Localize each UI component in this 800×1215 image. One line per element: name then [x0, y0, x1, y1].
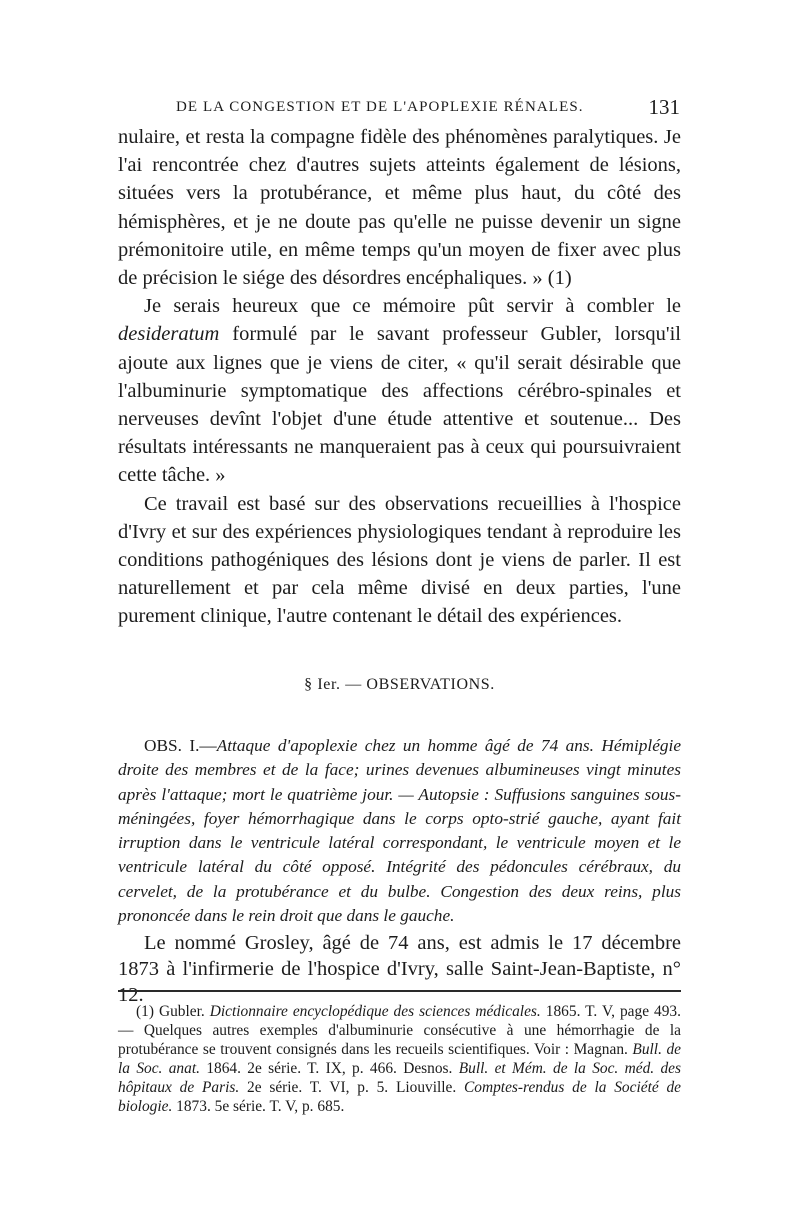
section-sign: § — [304, 676, 313, 693]
footnote — [118, 1002, 681, 1116]
observation-label: OBS. I.— — [144, 736, 217, 755]
desideratum-term: desideratum — [118, 323, 220, 346]
footnote-journal-3: Comptes-rendus de la Société de biologie. — [118, 1079, 682, 1115]
running-head — [118, 97, 680, 123]
footnote-work: Dictionnaire encyclopédique des sciences médicales. — [209, 1003, 541, 1020]
footnote-ref-2: 1864. 2e série. T. IX, p. 466. Desnos. — [206, 1060, 453, 1077]
footnote-journal-2: Bull. et Mém. de la Soc. méd. des hôpitaux de Paris. — [118, 1060, 681, 1096]
section-number: Ier — [317, 676, 336, 693]
main-text — [118, 123, 681, 631]
footnote-ref-4: 1873. 5e série. T. V, p. 685. — [176, 1098, 345, 1115]
paragraph-work-basis: Ce travail est basé sur des observations recueillies à l'hospice d'Ivry et sur des expériences physiologiques tendant à reproduire les conditions pathogéniques des lésions dont je viens de parler. Il est naturellement et par cela même divisé en deux parties, l'une purement clinique, l'autre contenant le détail des expériences. — [118, 492, 681, 628]
observation-summary-text: Attaque d'apoplexie chez un homme âgé de 74 ans. Hémiplégie droite des membres et de la face; urines devenues albumineuses vingt minutes après l'attaque; mort le quatrième jour. — Autopsie : Suffusions sanguines sous-méningées, foyer hémorrhagique dans le corps opto-strié gauche, ayant fait irruption dans le ventricule latéral correspondant, le ventricule moyen et le ventricule latéral du côté opposé. Intégrité des pédoncules cérébraux, du cervelet, de la protubérance et du bulbe. Congestion des deux reins, plus prononcée dans le rein droit que dans le gauche. — [118, 736, 681, 926]
page-number: 131 — [648, 95, 680, 119]
paragraph-desideratum-end: formulé par le savant professeur Gubler, lorsqu'il ajoute aux lignes que je viens de citer, « qu'il serait désirable que l'albuminurie symptomatique des affections cérébro-spinales et nerveuses devînt l'objet d'une étude attentive et soutenue... Des résultats intéressants ne manqueraient pas à ceux qui poursuivraient cette tâche. » — [118, 323, 681, 487]
observation-summary — [118, 734, 681, 928]
footnote-marker: (1) — [136, 1003, 154, 1020]
running-title: DE LA CONGESTION ET DE L'APOPLEXIE RÉNALES. — [176, 99, 584, 115]
paragraph-desideratum-start: Je serais heureux que ce mémoire pût servir à combler le — [144, 295, 681, 318]
paragraph-continuation: nulaire, et resta la compagne fidèle des phénomènes paralytiques. Je l'ai rencontrée chez d'autres sujets atteints également de lésions, situées vers la protubérance, et même plus haut, du côté des hémisphères, et je ne doute pas qu'elle ne puisse devenir un signe prémonitoire utile, en même temps qu'un moyen de fixer avec plus de précision le siége des désordres encéphaliques. » (1) — [118, 126, 681, 290]
section-heading — [118, 676, 681, 694]
paragraph-desideratum — [118, 292, 681, 489]
footnote-ref-3: 2e série. T. VI, p. 5. Liouville. — [247, 1079, 457, 1096]
section-dash: . — — [336, 676, 362, 693]
footnote-journal-1: Bull. de la Soc. anat. — [118, 1041, 681, 1077]
footnote-author: Gubler. — [158, 1003, 205, 1020]
observation-case-text: Le nommé Grosley, âgé de 74 ans, est admis le 17 décembre 1873 à l'infirmerie de l'hospice d'Ivry, salle Saint-Jean-Baptiste, n° 12. — [118, 932, 681, 1006]
section-title: OBSERVATIONS. — [366, 676, 495, 693]
footnote-rule — [118, 990, 681, 992]
footnote-ref-1: 1865. T. V, page 493. — Quelques autres exemples d'albuminurie consécutive à une hémorrhagie de la protubérance se trouvent consignés dans les recueils scientifiques. Voir : Magnan. — [118, 1003, 681, 1058]
